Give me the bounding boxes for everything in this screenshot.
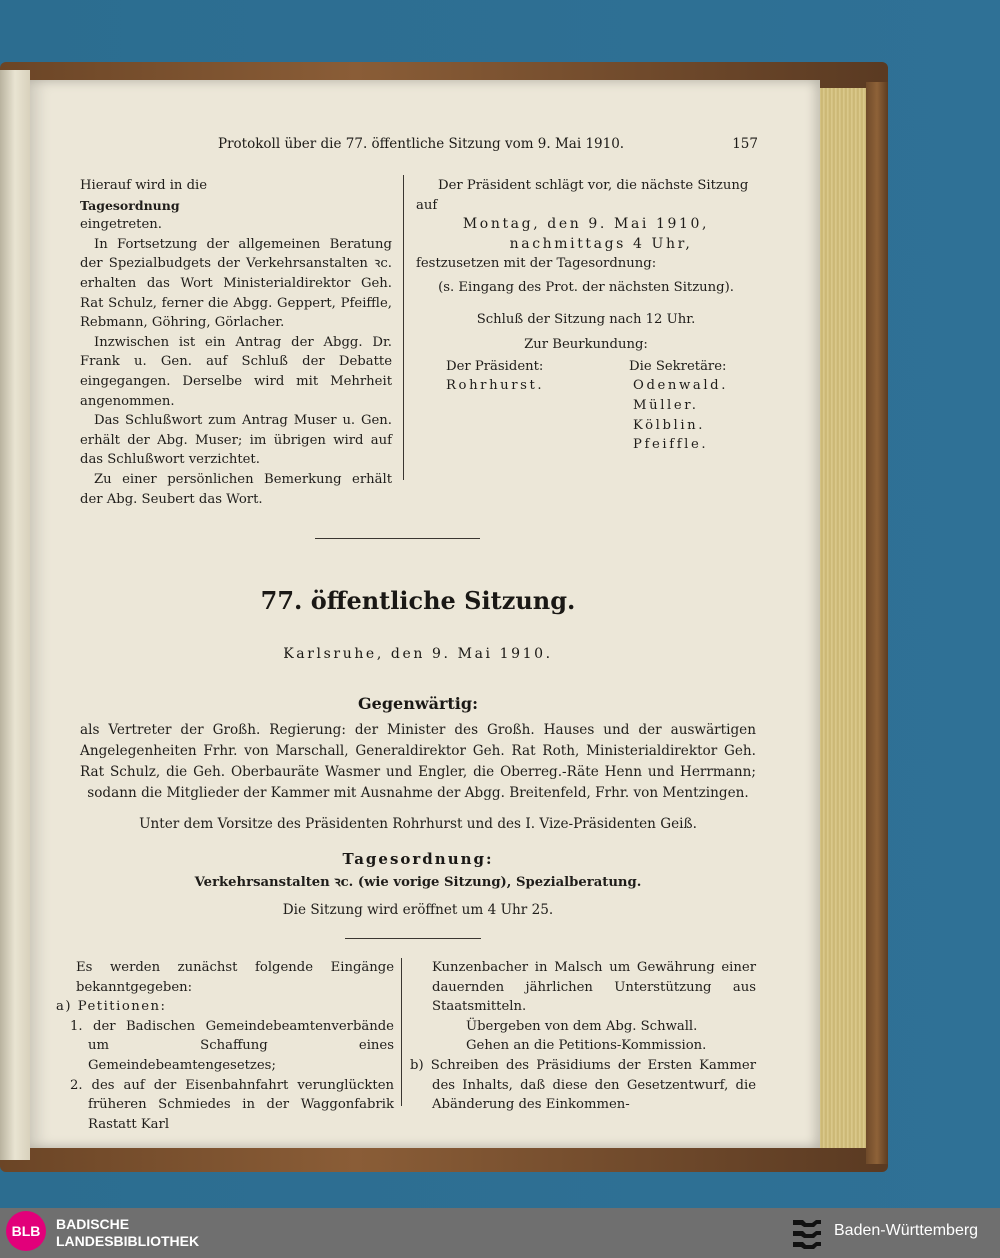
paragraph: Hierauf wird in die [80, 178, 208, 193]
present-heading: Gegenwärtig: [358, 694, 478, 713]
right-column-bottom [410, 958, 756, 1115]
book-spine [866, 82, 888, 1164]
paragraph: Inzwischen ist ein Antrag der Abgg. Dr. Frank u. Gen. auf Schluß der Debatte eingegangen. Derselbe wird mit Mehrheit angenommen. [80, 334, 392, 409]
paragraph: Der Präsident schlägt vor, die nächste Sitzung auf [416, 178, 749, 213]
blb-name[interactable] [56, 1216, 199, 1250]
running-header [218, 136, 758, 156]
list-item: 2. des auf der Eisenbahnfahrt verunglückten früheren Schmiedes in der Waggonfabrik Rastatt Karl [70, 1077, 394, 1132]
baden-wuerttemberg-lions-icon [790, 1214, 824, 1252]
agenda-item: Verkehrsanstalten ꝛc. (wie vorige Sitzung), Spezialberatung. [194, 875, 642, 890]
blb-line2: LANDESBIBLIOTHEK [56, 1233, 200, 1249]
paragraph: festzusetzen mit der Tagesordnung: [416, 256, 657, 272]
next-session-time: nachmittags 4 Uhr, [509, 235, 693, 252]
agenda-heading: Tagesordnung: [342, 850, 494, 868]
chair-line: Unter dem Vorsitze des Präsidenten Rohrhurst und des I. Vize-Präsidenten Geiß. [139, 816, 697, 832]
list-item: 1. der Badischen Gemeindebeamtenverbände um Schaffung eines Gemeindebeamtengesetzes; [70, 1018, 394, 1073]
president-signature [416, 357, 544, 455]
secretary-name: Odenwald. [633, 378, 728, 394]
president-name: Rohrhurst. [446, 378, 545, 394]
paragraph: Kunzenbacher in Malsch um Gewährung einer dauernden jährlichen Unterstützung aus Staatsmitteln. [432, 960, 756, 1015]
column-divider [401, 958, 402, 1106]
paragraph: Es werden zunächst folgende Eingänge bekanntgegeben: [76, 960, 394, 995]
baden-wuerttemberg-name[interactable]: Baden-Württemberg [834, 1222, 979, 1239]
left-column-top [80, 176, 392, 509]
petitions-label: a) Petitionen: [56, 999, 167, 1015]
right-column-top [416, 176, 756, 455]
blb-line1: BADISCHE [56, 1216, 130, 1232]
secretary-name: Pfeiffle. [633, 437, 709, 453]
place-date: Karlsruhe, den 9. Mai 1910. [283, 646, 553, 662]
next-session-date: Montag, den 9. Mai 1910, [462, 216, 710, 233]
session-close: Schluß der Sitzung nach 12 Uhr. [476, 311, 696, 327]
paragraph: eingetreten. [80, 217, 162, 233]
signatures [416, 357, 756, 455]
certification-heading: Zur Beurkundung: [524, 337, 648, 353]
section-divider [315, 538, 480, 539]
secretary-name: Kölblin. [633, 417, 706, 433]
secretary-name: Müller. [633, 397, 699, 413]
previous-page-edge [0, 70, 30, 1160]
paragraph: (s. Eingang des Prot. der nächsten Sitzung). [438, 279, 734, 295]
section-divider [345, 938, 481, 939]
present-list: als Vertreter der Großh. Regierung: der Minister des Großh. Hauses und der auswärtigen Angelegenheiten Frhr. von Marschall, Generaldirektor Geh. Rat Roth, Ministerialdirektor Geh. Rat Schulz, die Geh. Oberbauräte Wasmer und Engler, die Oberreg.-Räte Henn und Herrmann; sodann die Mitglieder der Kammer mit Ausnahme der Abgg. Breitenfeld, Frhr. von Mentzingen. [80, 722, 756, 801]
paragraph: Zu einer persönlichen Bemerkung erhält der Abg. Seubert das Wort. [80, 471, 392, 507]
agenda-word: Tagesordnung [80, 197, 180, 213]
column-divider [403, 175, 404, 480]
running-head-text: Protokoll über die 77. öffentliche Sitzung vom 9. Mai 1910. [218, 136, 625, 152]
list-item: b) Schreiben des Präsidiums der Ersten Kammer des Inhalts, daß diese den Gesetzentwurf, die Abänderung des Einkommen- [410, 1057, 756, 1113]
paragraph: Übergeben von dem Abg. Schwall. [466, 1018, 698, 1034]
page-stack-edges [820, 88, 868, 1148]
page-number: 157 [732, 136, 758, 152]
paragraph: Das Schlußwort zum Antrag Muser u. Gen. erhält der Abg. Muser; im übrigen wird auf das Schlußwort verzichtet. [80, 413, 392, 468]
secretaries-label: Die Sekretäre: [629, 358, 727, 374]
session-title: 77. öffentliche Sitzung. [260, 586, 576, 615]
president-label: Der Präsident: [446, 358, 544, 374]
paragraph: Gehen an die Petitions-Kommission. [466, 1038, 707, 1054]
session-opened: Die Sitzung wird eröffnet um 4 Uhr 25. [282, 902, 554, 918]
left-column-bottom [56, 958, 394, 1134]
paragraph: In Fortsetzung der allgemeinen Beratung der Spezialbudgets der Verkehrsanstalten ꝛc. erhalten das Wort Ministerialdirektor Geh. Rat Schulz, ferner die Abgg. Geppert, Pfeiffle, Rebmann, Göhring, Görlacher. [80, 236, 392, 331]
blb-logo-icon[interactable]: BLB [6, 1211, 46, 1251]
secretaries-signature [629, 357, 756, 455]
